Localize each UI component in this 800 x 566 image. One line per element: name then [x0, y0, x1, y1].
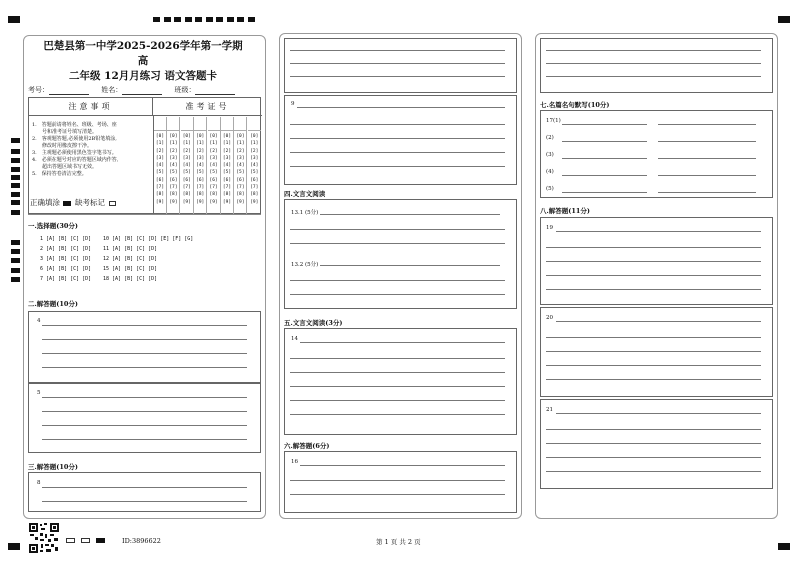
answer-line: [546, 50, 761, 51]
question-number: 4: [37, 318, 41, 324]
notice-item: 修改时用橡皮擦干净。: [32, 143, 93, 149]
exam-id-heading: 准考证号: [153, 98, 262, 116]
section-title: 七.名篇名句默写(10分): [540, 101, 610, 109]
exam-id-digits[interactable]: [0] [1] [2] [3] [4] [5] [6] [7] [8] [9]: [236, 134, 245, 205]
answer-line: [42, 367, 247, 368]
answer-line: [42, 425, 247, 426]
answer-line: [556, 413, 761, 414]
timing-mark: [11, 192, 20, 197]
answer-line: [290, 294, 505, 295]
corner-mark: [778, 16, 790, 23]
answer-line: [290, 280, 505, 281]
exam-id-column[interactable]: [181, 117, 194, 214]
answer-box-q13[interactable]: [284, 199, 517, 309]
notice-item: 号和准考证号填写清楚。: [32, 129, 98, 135]
class-field[interactable]: [195, 87, 235, 95]
answer-line: [290, 480, 505, 481]
answer-line: [290, 243, 505, 244]
title-line-2: 二年级 12月月练习 语文答题卡: [69, 70, 217, 82]
section-title: 一.选择题(30分): [28, 222, 78, 230]
answer-line: [562, 141, 647, 142]
question-number: 9: [291, 101, 295, 107]
exam-id-digits[interactable]: [0] [1] [2] [3] [4] [5] [6] [7] [8] [9]: [250, 134, 259, 205]
sheet-id: ID:3896622: [122, 537, 161, 545]
timing-mark: [11, 210, 20, 215]
class-label: 班级：: [174, 86, 196, 94]
absent-mark-box[interactable]: [109, 201, 116, 206]
answer-line: [290, 358, 505, 359]
answer-line: [290, 50, 505, 51]
answer-line: [562, 124, 647, 125]
exam-id-digit-box[interactable]: [154, 117, 166, 131]
question-number: 13.2 (5分): [291, 262, 319, 268]
notice-item: 4. 必须在题号对应的答题区域内作答,: [32, 157, 119, 163]
exam-id-digit-box[interactable]: [208, 117, 220, 131]
absent-mark-label: 缺考标记: [75, 198, 105, 207]
answer-box-q16[interactable]: [284, 451, 517, 513]
choice-row[interactable]: 18 [A] [B] [C] [D]: [103, 276, 158, 282]
section-title: 三.解答题(10分): [28, 463, 78, 471]
answer-line: [42, 411, 247, 412]
answer-line: [546, 379, 761, 380]
question-number: 13.1 (5分): [291, 210, 319, 216]
choice-row[interactable]: 15 [A] [B] [C] [D]: [103, 266, 158, 272]
timing-mark: [11, 149, 20, 154]
question-number: 19: [546, 225, 553, 231]
qr-code-icon: [28, 522, 60, 554]
divider: [28, 214, 261, 215]
answer-line: [300, 342, 505, 343]
answer-line: [546, 337, 761, 338]
timing-mark: [11, 200, 20, 205]
answer-line: [658, 158, 756, 159]
exam-no-label: 考号：: [28, 86, 49, 94]
answer-line: [300, 465, 505, 466]
timing-mark: [11, 183, 20, 188]
name-field[interactable]: [122, 87, 162, 95]
exam-id-column[interactable]: [221, 117, 234, 214]
answer-line: [320, 214, 500, 215]
timing-mark: [11, 138, 20, 143]
section-title: 六.解答题(6分): [284, 442, 330, 450]
timing-mark: [11, 167, 20, 172]
page-title: [38, 39, 248, 84]
correct-fill-sample: [63, 201, 71, 206]
page-number: 第 1 页 共 2 页: [376, 538, 421, 546]
answer-line: [42, 397, 247, 398]
question-number: 17(1): [546, 118, 561, 124]
timing-mark: [216, 17, 223, 22]
answer-line: [42, 353, 247, 354]
timing-mark: [174, 17, 181, 22]
timing-mark: [11, 240, 20, 245]
notice-heading: 注意事项: [29, 98, 153, 116]
answer-line: [546, 471, 761, 472]
exam-id-column[interactable]: [248, 117, 261, 214]
answer-line: [546, 76, 761, 77]
corner-mark: [8, 16, 20, 23]
notice-item: 5. 保持答卷清洁完整。: [32, 171, 87, 177]
answer-line: [546, 443, 761, 444]
answer-line: [42, 339, 247, 340]
exam-id-column[interactable]: [167, 117, 180, 214]
answer-box-q4[interactable]: [28, 311, 261, 383]
timing-mark: [164, 17, 171, 22]
answer-line: [290, 152, 505, 153]
answer-line: [290, 494, 505, 495]
answer-line: [546, 247, 761, 248]
timing-mark: [237, 17, 244, 22]
name-label: 姓名：: [101, 86, 123, 94]
fill-legend: [30, 197, 116, 208]
answer-line: [297, 107, 505, 108]
answer-box-continued[interactable]: [284, 38, 517, 93]
answer-line: [290, 386, 505, 387]
choice-row[interactable]: 11 [A] [B] [C] [D]: [103, 246, 158, 252]
timing-mark: [248, 17, 255, 22]
answer-box-q8[interactable]: [28, 472, 261, 512]
answer-line: [546, 365, 761, 366]
answer-box-q9[interactable]: [284, 95, 517, 185]
timing-mark: [195, 17, 202, 22]
answer-line: [290, 400, 505, 401]
answer-line: [290, 372, 505, 373]
question-number: (3): [546, 152, 554, 158]
exam-id-column[interactable]: [234, 117, 247, 214]
answer-line: [290, 414, 505, 415]
question-number: 16: [291, 459, 298, 465]
question-number: 21: [546, 407, 553, 413]
answer-line: [290, 166, 505, 167]
notice-item: 超出答题区域书写无效。: [32, 164, 98, 170]
question-number: 8: [37, 480, 41, 486]
choice-row[interactable]: 7 [A] [B] [C] [D]: [40, 276, 92, 282]
answer-line: [556, 321, 761, 322]
exam-id-digit-box[interactable]: [181, 117, 193, 131]
page-box-mark: [81, 538, 90, 543]
timing-mark: [227, 17, 234, 22]
exam-id-digits[interactable]: [0] [1] [2] [3] [4] [5] [6] [7] [8] [9]: [155, 134, 165, 205]
section-title: 四.文言文阅读: [284, 190, 326, 198]
exam-id-column[interactable]: [194, 117, 207, 214]
answer-box-q5[interactable]: [28, 383, 261, 453]
answer-line: [562, 158, 647, 159]
correct-fill-label: 正确填涂: [30, 198, 60, 207]
question-number: (4): [546, 169, 554, 175]
answer-line: [290, 229, 505, 230]
answer-line: [546, 275, 761, 276]
answer-line: [320, 265, 500, 266]
exam-id-column[interactable]: [208, 117, 221, 214]
answer-line: [290, 138, 505, 139]
answer-line: [42, 501, 247, 502]
answer-line: [546, 261, 761, 262]
answer-line: [658, 141, 756, 142]
timing-mark: [11, 258, 20, 263]
exam-id-digit-box[interactable]: [194, 117, 206, 131]
answer-line: [556, 231, 761, 232]
choice-row[interactable]: 12 [A] [B] [C] [D]: [103, 256, 158, 262]
corner-mark: [8, 543, 20, 550]
choice-column-right: [103, 234, 193, 284]
section-title: 五.文言文阅读(3分): [284, 319, 343, 327]
exam-id-digits[interactable]: [0] [1] [2] [3] [4] [5] [6] [7] [8] [9]: [182, 134, 191, 205]
timing-mark: [11, 158, 20, 163]
timing-mark: [206, 17, 213, 22]
timing-mark: [185, 17, 192, 22]
choice-row[interactable]: 1 [A] [B] [C] [D]: [40, 236, 92, 242]
answer-line: [42, 325, 247, 326]
exam-id-digits[interactable]: [0] [1] [2] [3] [4] [5] [6] [7] [8] [9]: [196, 134, 205, 205]
answer-line: [546, 351, 761, 352]
exam-id-digits[interactable]: [0] [1] [2] [3] [4] [5] [6] [7] [8] [9]: [222, 134, 232, 205]
exam-id-digits[interactable]: [0] [1] [2] [3] [4] [5] [6] [7] [8] [9]: [169, 134, 178, 205]
choice-row[interactable]: 6 [A] [B] [C] [D]: [40, 266, 92, 272]
answer-line: [562, 175, 647, 176]
answer-line: [658, 124, 756, 125]
answer-line: [546, 63, 761, 64]
answer-line: [290, 124, 505, 125]
exam-id-digit-box[interactable]: [221, 117, 233, 131]
exam-id-digit-box[interactable]: [248, 117, 261, 131]
answer-line: [562, 192, 647, 193]
timing-mark: [11, 277, 20, 282]
section-title: 二.解答题(10分): [28, 300, 78, 308]
exam-id-column[interactable]: [154, 117, 167, 214]
notice-item: 1. 答题前请将姓名、班级、考场、座: [32, 122, 117, 128]
exam-id-digits[interactable]: [0] [1] [2] [3] [4] [5] [6] [7] [8] [9]: [209, 134, 218, 205]
exam-no-field[interactable]: [49, 87, 89, 95]
corner-mark: [778, 543, 790, 550]
question-number: 20: [546, 315, 553, 321]
answer-line: [546, 429, 761, 430]
answer-line: [546, 289, 761, 290]
choice-row[interactable]: 2 [A] [B] [C] [D]: [40, 246, 92, 252]
title-line-1: 巴楚县第一中学2025-2026学年第一学期 高: [43, 40, 243, 67]
question-number: (2): [546, 135, 554, 141]
student-info-row: [28, 85, 245, 95]
answer-box-q14[interactable]: [284, 328, 517, 435]
timing-mark: [153, 17, 160, 22]
answer-line: [42, 439, 247, 440]
exam-id-grid: [154, 117, 261, 214]
question-number: (5): [546, 186, 554, 192]
notice-item: 2. 客观题答题,必须使用2B铅笔填涂,: [32, 136, 117, 142]
answer-line: [658, 175, 756, 176]
answer-line: [290, 63, 505, 64]
exam-id-digit-box[interactable]: [167, 117, 179, 131]
question-number: 5: [37, 390, 41, 396]
page-box-mark: [96, 538, 105, 543]
answer-line: [546, 457, 761, 458]
section-title: 八.解答题(11分): [540, 207, 590, 215]
question-number: 14: [291, 336, 298, 342]
notice-list: [32, 122, 150, 178]
choice-row[interactable]: 3 [A] [B] [C] [D]: [40, 256, 92, 262]
page-box-mark: [66, 538, 75, 543]
timing-mark: [11, 268, 20, 273]
answer-line: [658, 192, 756, 193]
answer-line: [290, 76, 505, 77]
notice-item: 3. 主观题必须使用黑色签字笔书写。: [32, 150, 117, 156]
timing-mark: [11, 175, 20, 180]
timing-mark: [11, 249, 20, 254]
choice-row[interactable]: 10 [A] [B] [C] [D] [E] [F] [G]: [103, 236, 194, 242]
choice-column-left: [40, 234, 91, 284]
exam-id-digit-box[interactable]: [234, 117, 246, 131]
answer-line: [42, 487, 247, 488]
answer-box-continued[interactable]: [540, 38, 773, 93]
